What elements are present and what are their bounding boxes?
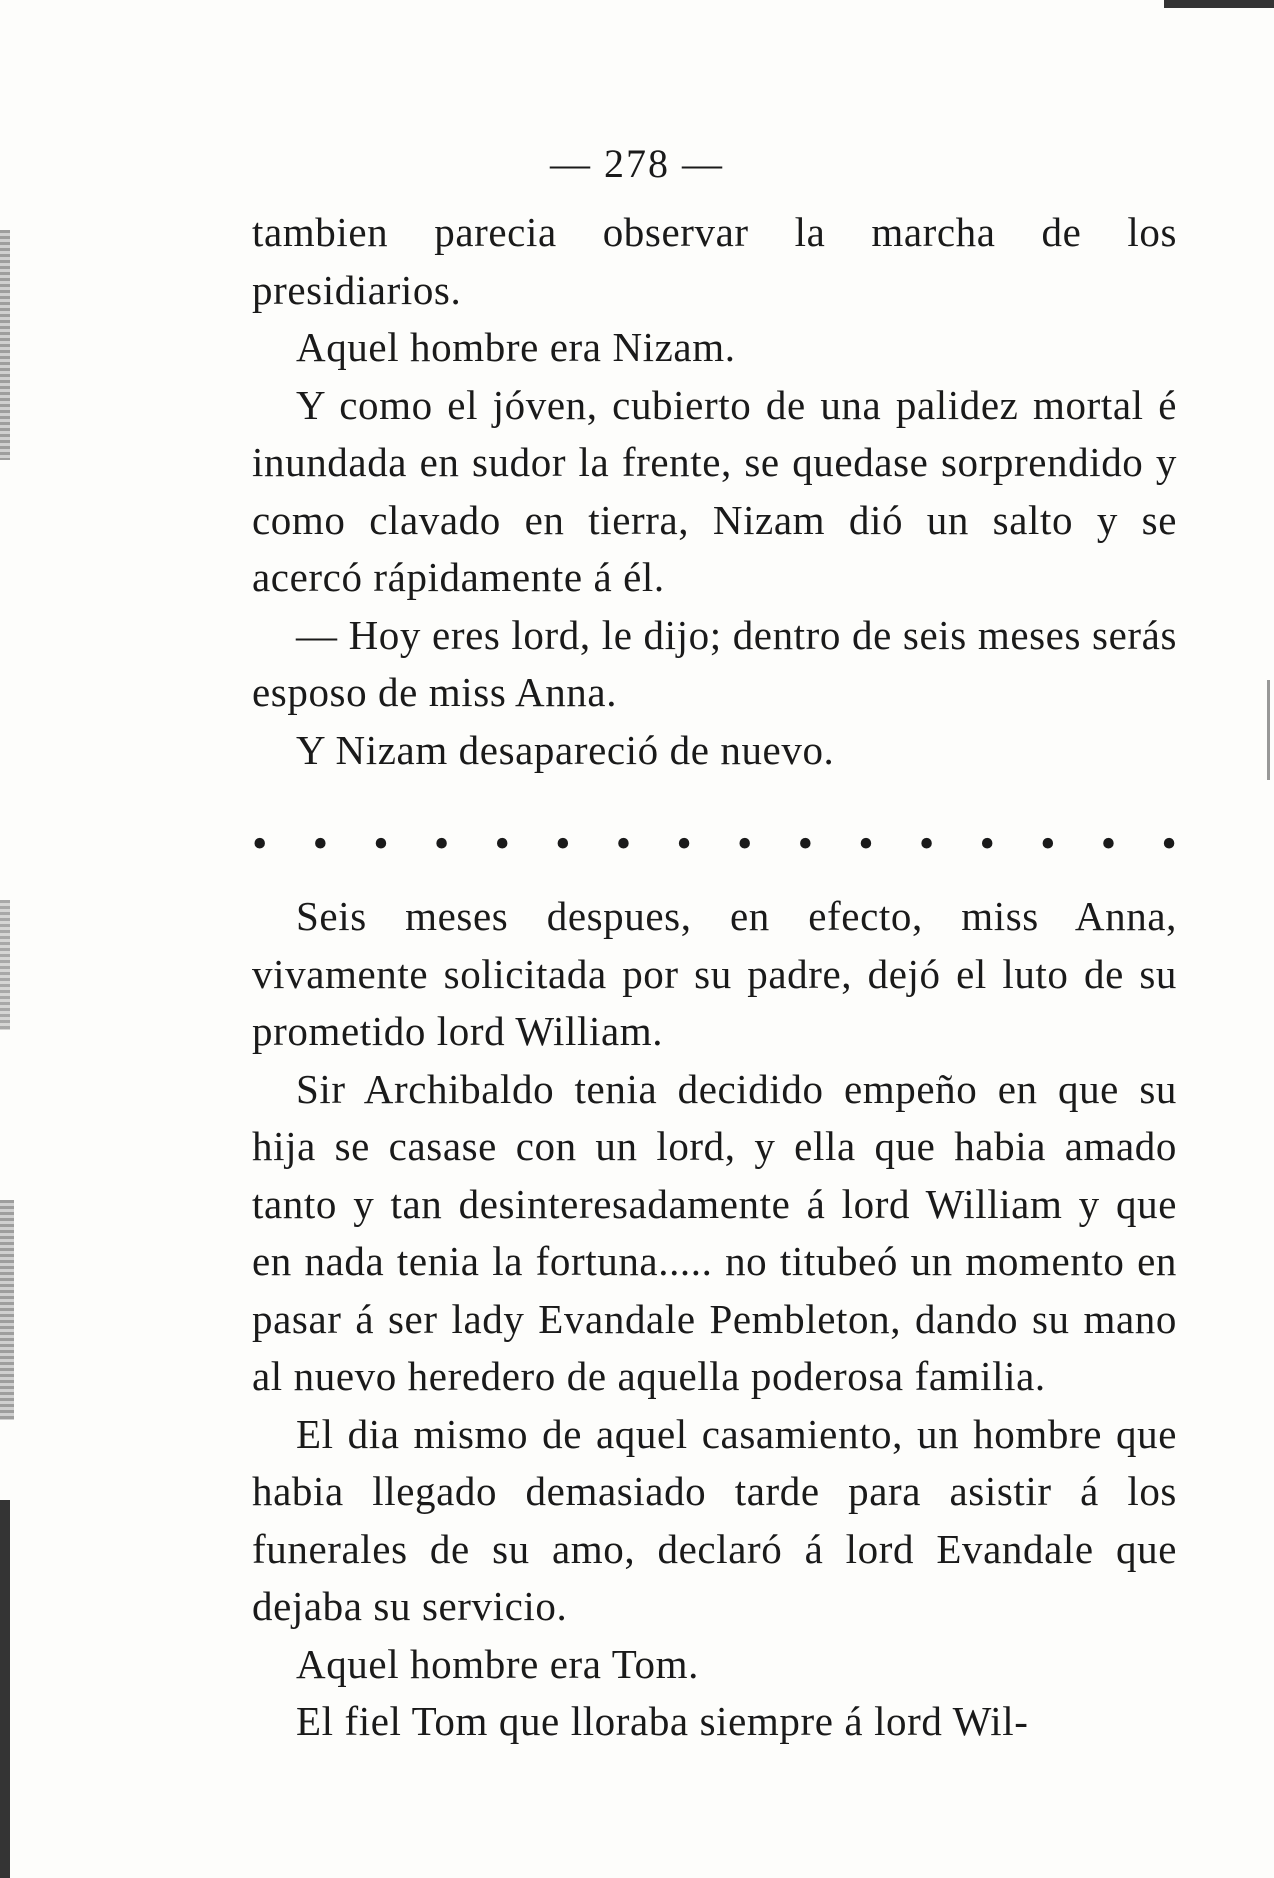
separator-dot: • [312,819,329,868]
separator-dot: • [1161,819,1177,868]
scan-edge-artifact [0,900,10,1030]
paragraph: El fiel Tom que lloraba siempre á lord Wil- [296,1698,1029,1744]
separator-dot: • [1040,819,1056,868]
scan-edge-artifact [0,1500,10,1878]
separator-dot: • [373,819,389,868]
paragraph: Y como el jóven, cubierto de una palidez mortal é inundada en sudor la frente, se quedase sorprendido y como clavado en tierra, Nizam dió un salto y se acercó rápidamente á él. [252,381,1177,600]
scan-edge-artifact [0,230,10,460]
separator-dot: • [737,819,753,868]
separator-dot: • [797,819,814,868]
paragraph: Aquel hombre era Nizam. [296,324,736,370]
separator-dot: • [252,819,268,868]
separator-dot: • [858,819,874,868]
separator-dot: • [615,819,632,868]
separator-dot: • [555,819,571,868]
scan-edge-artifact [0,1200,14,1420]
scan-corner-artifact [1164,0,1274,8]
separator-dot: • [1100,819,1117,868]
separator-dot: • [676,819,692,868]
scan-edge-artifact [1267,680,1270,780]
section-separator [252,819,1177,868]
paragraph: tambien parecia observar la marcha de los presidiarios. [252,209,1177,313]
page-number: — 278 — [550,141,724,186]
separator-dot: • [494,819,510,868]
separator-dot: • [918,819,935,868]
text-block-bottom [252,888,1177,1751]
text-block-top [252,204,1177,779]
paragraph: Seis meses despues, en efecto, miss Anna, vivamente solicitada por su padre, dejó el luto de su prometido lord William. [252,893,1177,1054]
separator-dot: • [433,819,450,868]
separator-dot: • [979,819,995,868]
paragraph: — Hoy eres lord, le dijo; dentro de seis meses serás esposo de miss Anna. [252,611,1177,715]
paragraph: Sir Archibaldo tenia decidido empeño en que su hija se casase con un lord, y ella que habia amado tanto y tan desinteresadamente á lord William y que en nada tenia la fortuna..... no titubeó un momento en pasar á ser lady Evandale Pembleton, dando su mano al nuevo heredero de aquella poderosa familia. [252,1065,1177,1399]
paragraph: Y Nizam desapareció de nuevo. [296,726,835,773]
paragraph: Aquel hombre era Tom. [296,1640,699,1687]
paragraph: El dia mismo de aquel casamiento, un hombre que habia llegado demasiado tarde para asistir á los funerales de su amo, declaró á lord Evandale que dejaba su servicio. [252,1410,1177,1629]
